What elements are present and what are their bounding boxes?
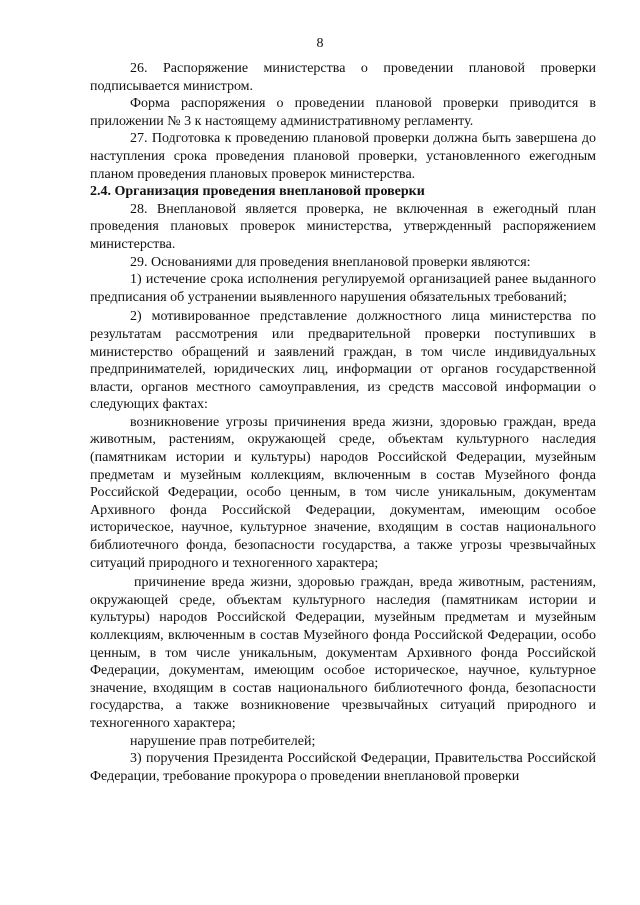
list-item-3: 3) поручения Президента Российской Федерации, Правительства Российской Федерации, требование прокурора о проведении внеплановой проверки <box>90 751 596 784</box>
subitem-consumer-rights: нарушение прав потребителей; <box>130 733 316 749</box>
paragraph-28: 28. Внеплановой является проверка, не включенная в ежегодный план проведения плановых проверок министерства, утвержденный распоряжением министерства. <box>90 201 596 252</box>
paragraph-27: 27. Подготовка к проведению плановой проверки должна быть завершена до наступления срока проведения плановой проверки, установленного ежегодным планом проведения плановых проверок министерства. <box>90 131 596 182</box>
section-title: 2.4. Организация проведения внеплановой проверки <box>90 184 425 200</box>
list-item-1: 1) истечение срока исполнения регулируемой организацией ранее выданного предписания об устранении выявленного нарушения обязательных требований; <box>90 272 596 305</box>
list-item-2: 2) мотивированное представление должностного лица министерства по результатам рассмотрения или предварительной проверки поступивших в министерство обращений и заявлений граждан, в том числе индивидуальных предпринимателей, юридических лиц, информации от органов государственной власти, органов местного самоуправления, из средств массовой информации о следующих фактах: <box>90 309 596 413</box>
paragraph-form-note: Форма распоряжения о проведении плановой проверки приводится в приложении № 3 к настоящему административному регламенту. <box>90 96 596 129</box>
subitem-threat: возникновение угрозы причинения вреда жизни, здоровью граждан, вреда животным, растениям, окружающей среде, объектам культурного наследия (памятникам истории и культуры) народов Российской Федерации, музейным предметам и музейным коллекциям, включенным в состав Музейного фонда Российской Федерации, особо ценным, в том числе уникальным, документам Архивного фонда Российской Федерации, документам, имеющим особое историческое, научное, культурное значение, входящим в состав национального библиотечного фонда, безопасности государства, а также угрозы чрезвычайных ситуаций природного и техногенного характера; <box>90 414 596 571</box>
subitem-harm: причинение вреда жизни, здоровью граждан, вреда животным, растениям, окружающей среде, объектам культурного наследия (памятникам истории и культуры) народов Российской Федерации, музейным предметам и музейным коллекциям, включенным в состав Музейного фонда Российской Федерации, особо ценным, в том числе уникальным, документам Архивного фонда Российской Федерации, документам, имеющим особое историческое, научное, культурное значение, входящим в состав национального библиотечного фонда, безопасности государства, а также возникновение чрезвычайных ситуаций природного и техногенного характера; <box>90 575 596 731</box>
document-body <box>90 60 596 785</box>
paragraph-29: 29. Основаниями для проведения внеплановой проверки являются: <box>130 254 531 270</box>
paragraph-26: 26. Распоряжение министерства о проведении плановой проверки подписывается министром. <box>90 61 596 94</box>
page-number: 8 <box>316 36 324 51</box>
